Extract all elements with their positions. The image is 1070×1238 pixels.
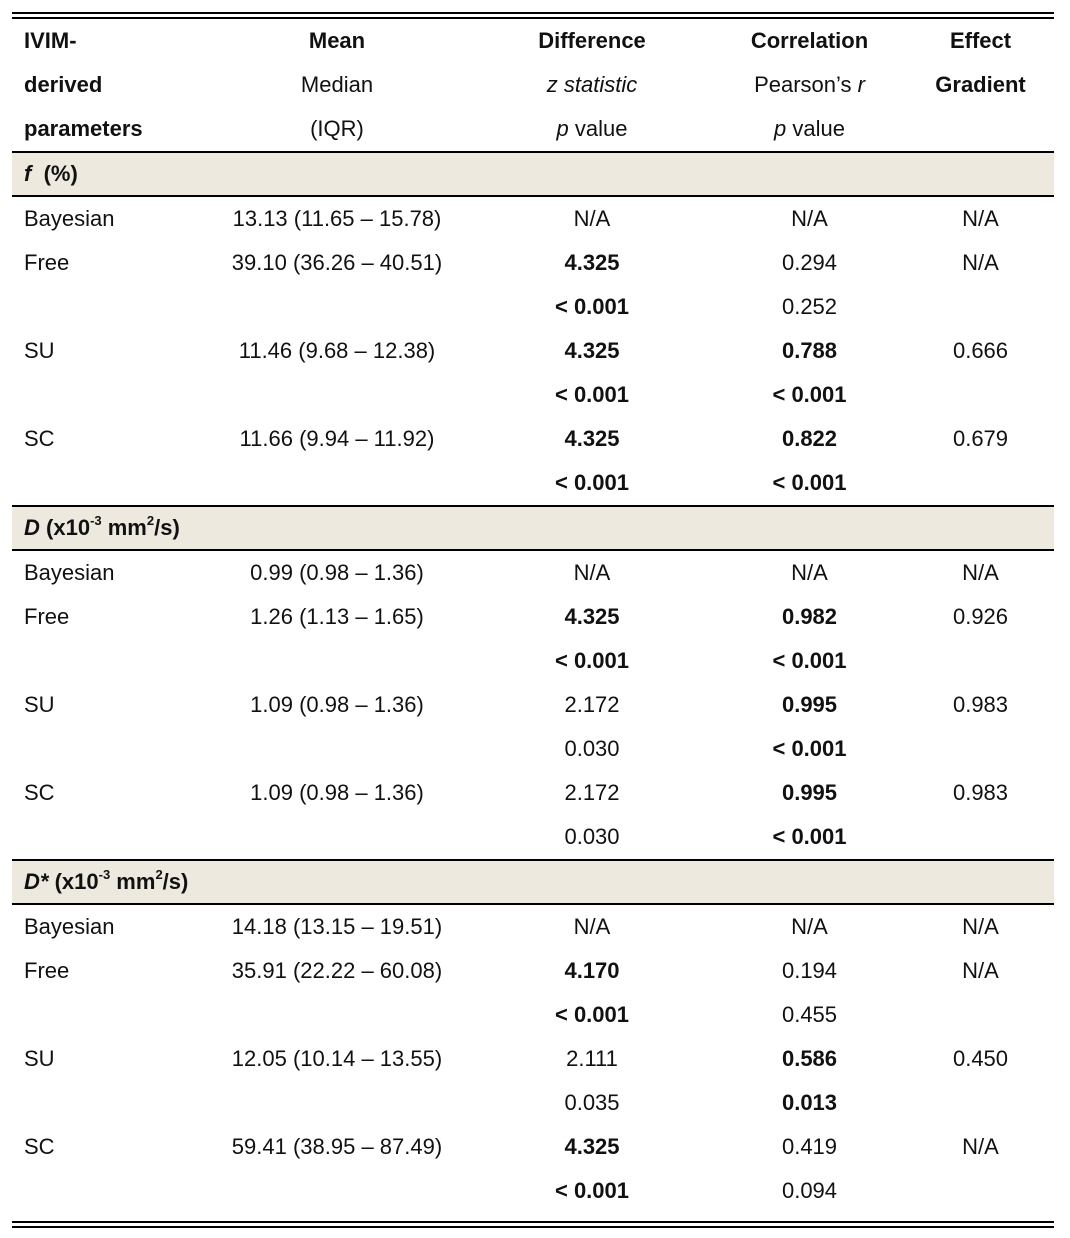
header-col2-line3: (IQR) — [310, 116, 364, 141]
empty-cell — [202, 993, 472, 1037]
mean-median-cell: 1.09 (0.98 – 1.36) — [250, 780, 424, 805]
mean-median-cell: 12.05 (10.14 – 13.55) — [231, 1046, 443, 1071]
results-table-container — [12, 12, 1054, 1228]
correlation-p-value-cell: < 0.001 — [772, 470, 847, 495]
p-symbol: p — [774, 116, 787, 141]
effect-gradient-cell: N/A — [962, 914, 999, 939]
empty-cell — [202, 639, 472, 683]
method-cell: SU — [24, 1046, 55, 1071]
header-col3-line3 — [472, 107, 712, 152]
header-col3-line2 — [472, 63, 712, 107]
pearson-r-cell: N/A — [791, 914, 828, 939]
header-col1-line2: derived — [24, 72, 103, 97]
pearson-r-cell: 0.194 — [781, 958, 838, 983]
empty-cell — [907, 993, 1054, 1037]
correlation-p-value-cell: < 0.001 — [772, 736, 847, 761]
empty-cell — [12, 1169, 202, 1213]
section-unit-mid: mm — [101, 515, 147, 540]
z-statistic-cell: 4.325 — [564, 604, 620, 629]
empty-cell — [202, 727, 472, 771]
correlation-p-value-cell: < 0.001 — [772, 382, 847, 407]
section-variable: f — [24, 161, 32, 186]
section-title — [12, 152, 1054, 196]
mean-median-cell: 39.10 (36.26 – 40.51) — [231, 250, 443, 275]
table-row — [12, 683, 1054, 727]
empty-cell — [12, 373, 202, 417]
section-variable: D* — [24, 869, 49, 894]
empty-cell — [907, 1081, 1054, 1125]
z-statistic-cell: N/A — [573, 560, 611, 585]
table-row-pvalues — [12, 727, 1054, 771]
z-statistic-cell: 4.325 — [564, 250, 620, 275]
pearson-r-cell: 0.586 — [781, 1046, 838, 1071]
p-value-label: value — [786, 116, 845, 141]
method-cell: Bayesian — [24, 560, 115, 585]
empty-cell — [12, 639, 202, 683]
section-title — [12, 860, 1054, 904]
ivim-comparison-table — [12, 19, 1054, 1213]
section-header-row — [12, 506, 1054, 550]
empty-cell — [907, 373, 1054, 417]
method-cell: SU — [24, 338, 55, 363]
method-cell: Free — [24, 958, 70, 983]
bottom-double-rule — [12, 1221, 1054, 1228]
table-row — [12, 329, 1054, 373]
header-col3-line1: Difference — [538, 28, 646, 53]
pearson-r-cell: 0.995 — [781, 692, 838, 717]
section-unit-suffix: /s) — [162, 869, 189, 894]
mean-median-cell: 0.99 (0.98 – 1.36) — [250, 560, 424, 585]
mean-median-cell: 11.46 (9.68 – 12.38) — [238, 338, 436, 363]
correlation-p-value-cell: < 0.001 — [772, 824, 847, 849]
pearson-r-cell: 0.995 — [781, 780, 838, 805]
difference-p-value-cell: < 0.001 — [554, 294, 629, 319]
difference-p-value-cell: < 0.001 — [554, 382, 629, 407]
difference-p-value-cell: < 0.001 — [554, 1002, 629, 1027]
pearson-r-cell: N/A — [791, 206, 828, 231]
correlation-p-value-cell: 0.252 — [781, 294, 838, 319]
mean-median-cell: 35.91 (22.22 – 60.08) — [231, 958, 443, 983]
pearson-label: Pearson’s — [754, 72, 858, 97]
empty-cell — [12, 727, 202, 771]
mean-median-cell: 11.66 (9.94 – 11.92) — [239, 426, 435, 451]
correlation-p-value-cell: 0.455 — [781, 1002, 838, 1027]
header-col4-line3 — [712, 107, 907, 152]
table-row — [12, 949, 1054, 993]
method-cell: SC — [24, 1134, 55, 1159]
empty-cell — [202, 1169, 472, 1213]
empty-cell — [907, 1169, 1054, 1213]
empty-cell — [12, 1081, 202, 1125]
correlation-p-value-cell: 0.094 — [781, 1178, 838, 1203]
empty-cell — [12, 285, 202, 329]
difference-p-value-cell: 0.030 — [564, 736, 620, 761]
table-row-pvalues — [12, 815, 1054, 860]
mean-median-cell: 1.26 (1.13 – 1.65) — [250, 604, 424, 629]
method-cell: Bayesian — [24, 206, 115, 231]
pearson-r-cell: 0.822 — [781, 426, 838, 451]
p-value-label: value — [568, 116, 628, 141]
p-symbol: p — [556, 116, 569, 141]
difference-p-value-cell: 0.030 — [564, 824, 620, 849]
method-cell: Free — [24, 604, 70, 629]
method-cell: SU — [24, 692, 55, 717]
section-unit-exponent2: 2 — [146, 512, 155, 528]
difference-p-value-cell: 0.035 — [564, 1090, 620, 1115]
section-unit-exponent2: 2 — [155, 866, 163, 882]
method-cell: Bayesian — [24, 914, 115, 939]
z-statistic-cell: 2.172 — [564, 780, 620, 805]
z-statistic-label: z statistic — [546, 72, 638, 97]
empty-cell — [12, 815, 202, 860]
method-cell: Free — [24, 250, 70, 275]
section-unit-mid: mm — [110, 869, 156, 894]
effect-gradient-cell: 0.450 — [952, 1046, 1009, 1071]
table-row — [12, 771, 1054, 815]
z-statistic-cell: 2.172 — [564, 692, 620, 717]
section-unit-exponent: -3 — [90, 512, 102, 528]
table-row-pvalues — [12, 285, 1054, 329]
header-col2-line1: Mean — [308, 28, 366, 53]
z-statistic-cell: 4.325 — [564, 1134, 620, 1159]
table-row-pvalues — [12, 373, 1054, 417]
effect-gradient-cell: 0.983 — [952, 692, 1009, 717]
empty-cell — [907, 285, 1054, 329]
empty-cell — [202, 373, 472, 417]
empty-cell — [202, 815, 472, 860]
mean-median-cell: 59.41 (38.95 – 87.49) — [231, 1134, 443, 1159]
effect-gradient-cell: 0.666 — [952, 338, 1009, 363]
correlation-p-value-cell: 0.013 — [781, 1090, 838, 1115]
effect-gradient-cell: N/A — [962, 560, 999, 585]
empty-cell — [907, 461, 1054, 506]
section-unit: (%) — [43, 161, 78, 186]
pearson-r-cell: N/A — [791, 560, 828, 585]
method-cell: SC — [24, 426, 55, 451]
empty-cell — [12, 461, 202, 506]
header-col1-line3: parameters — [24, 116, 143, 141]
mean-median-cell: 13.13 (11.65 – 15.78) — [232, 206, 442, 231]
header-col4-line1: Correlation — [750, 28, 869, 53]
table-row-pvalues — [12, 993, 1054, 1037]
z-statistic-cell: N/A — [573, 206, 611, 231]
empty-cell — [907, 639, 1054, 683]
z-statistic-cell: N/A — [573, 914, 611, 939]
method-cell: SC — [24, 780, 55, 805]
table-header — [12, 19, 1054, 152]
mean-median-cell: 14.18 (13.15 – 19.51) — [231, 914, 443, 939]
section-header-row — [12, 152, 1054, 196]
empty-cell — [907, 815, 1054, 860]
table-row — [12, 1037, 1054, 1081]
difference-p-value-cell: < 0.001 — [554, 648, 629, 673]
difference-p-value-cell: < 0.001 — [554, 1178, 629, 1203]
table-row-pvalues — [12, 1081, 1054, 1125]
header-col5-line1: Effect — [949, 28, 1012, 53]
table-row-pvalues — [12, 1169, 1054, 1213]
table-row-pvalues — [12, 639, 1054, 683]
mean-median-cell: 1.09 (0.98 – 1.36) — [250, 692, 424, 717]
z-statistic-cell: 4.325 — [564, 338, 620, 363]
empty-cell — [202, 1081, 472, 1125]
table-row — [12, 595, 1054, 639]
pearson-r-cell: 0.982 — [781, 604, 838, 629]
table-row — [12, 417, 1054, 461]
effect-gradient-cell: N/A — [962, 1134, 999, 1159]
section-variable: D — [24, 515, 40, 540]
empty-cell — [202, 285, 472, 329]
empty-cell — [907, 727, 1054, 771]
effect-gradient-cell: 0.926 — [952, 604, 1009, 629]
pearson-r-cell: 0.788 — [781, 338, 838, 363]
section-header-row — [12, 860, 1054, 904]
table-row — [12, 1125, 1054, 1169]
difference-p-value-cell: < 0.001 — [554, 470, 629, 495]
header-col5-line2: Gradient — [935, 72, 1026, 97]
header-col4-line2 — [712, 63, 907, 107]
table-row — [12, 904, 1054, 949]
effect-gradient-cell: N/A — [962, 250, 999, 275]
table-row — [12, 241, 1054, 285]
z-statistic-cell: 4.170 — [564, 958, 620, 983]
section-unit-prefix: (x10 — [46, 515, 91, 540]
empty-cell — [12, 993, 202, 1037]
empty-cell — [202, 461, 472, 506]
table-row — [12, 196, 1054, 241]
z-statistic-cell: 4.325 — [564, 426, 620, 451]
table-row-pvalues — [12, 461, 1054, 506]
header-col5-line3 — [907, 107, 1054, 152]
pearson-r-cell: 0.294 — [781, 250, 838, 275]
pearson-r-symbol: r — [857, 72, 865, 97]
header-col1-line1: IVIM- — [24, 28, 77, 53]
effect-gradient-cell: 0.679 — [952, 426, 1009, 451]
pearson-r-cell: 0.419 — [781, 1134, 838, 1159]
section-unit-exponent: -3 — [98, 866, 111, 882]
effect-gradient-cell: 0.983 — [952, 780, 1009, 805]
section-title — [12, 506, 1054, 550]
section-unit-suffix: /s) — [154, 515, 180, 540]
header-col2-line2: Median — [300, 72, 374, 97]
table-body — [12, 152, 1054, 1213]
top-double-rule — [12, 12, 1054, 19]
effect-gradient-cell: N/A — [962, 958, 999, 983]
table-row — [12, 550, 1054, 595]
z-statistic-cell: 2.111 — [566, 1046, 618, 1071]
effect-gradient-cell: N/A — [962, 206, 999, 231]
section-unit-prefix: (x10 — [54, 869, 99, 894]
correlation-p-value-cell: < 0.001 — [772, 648, 847, 673]
